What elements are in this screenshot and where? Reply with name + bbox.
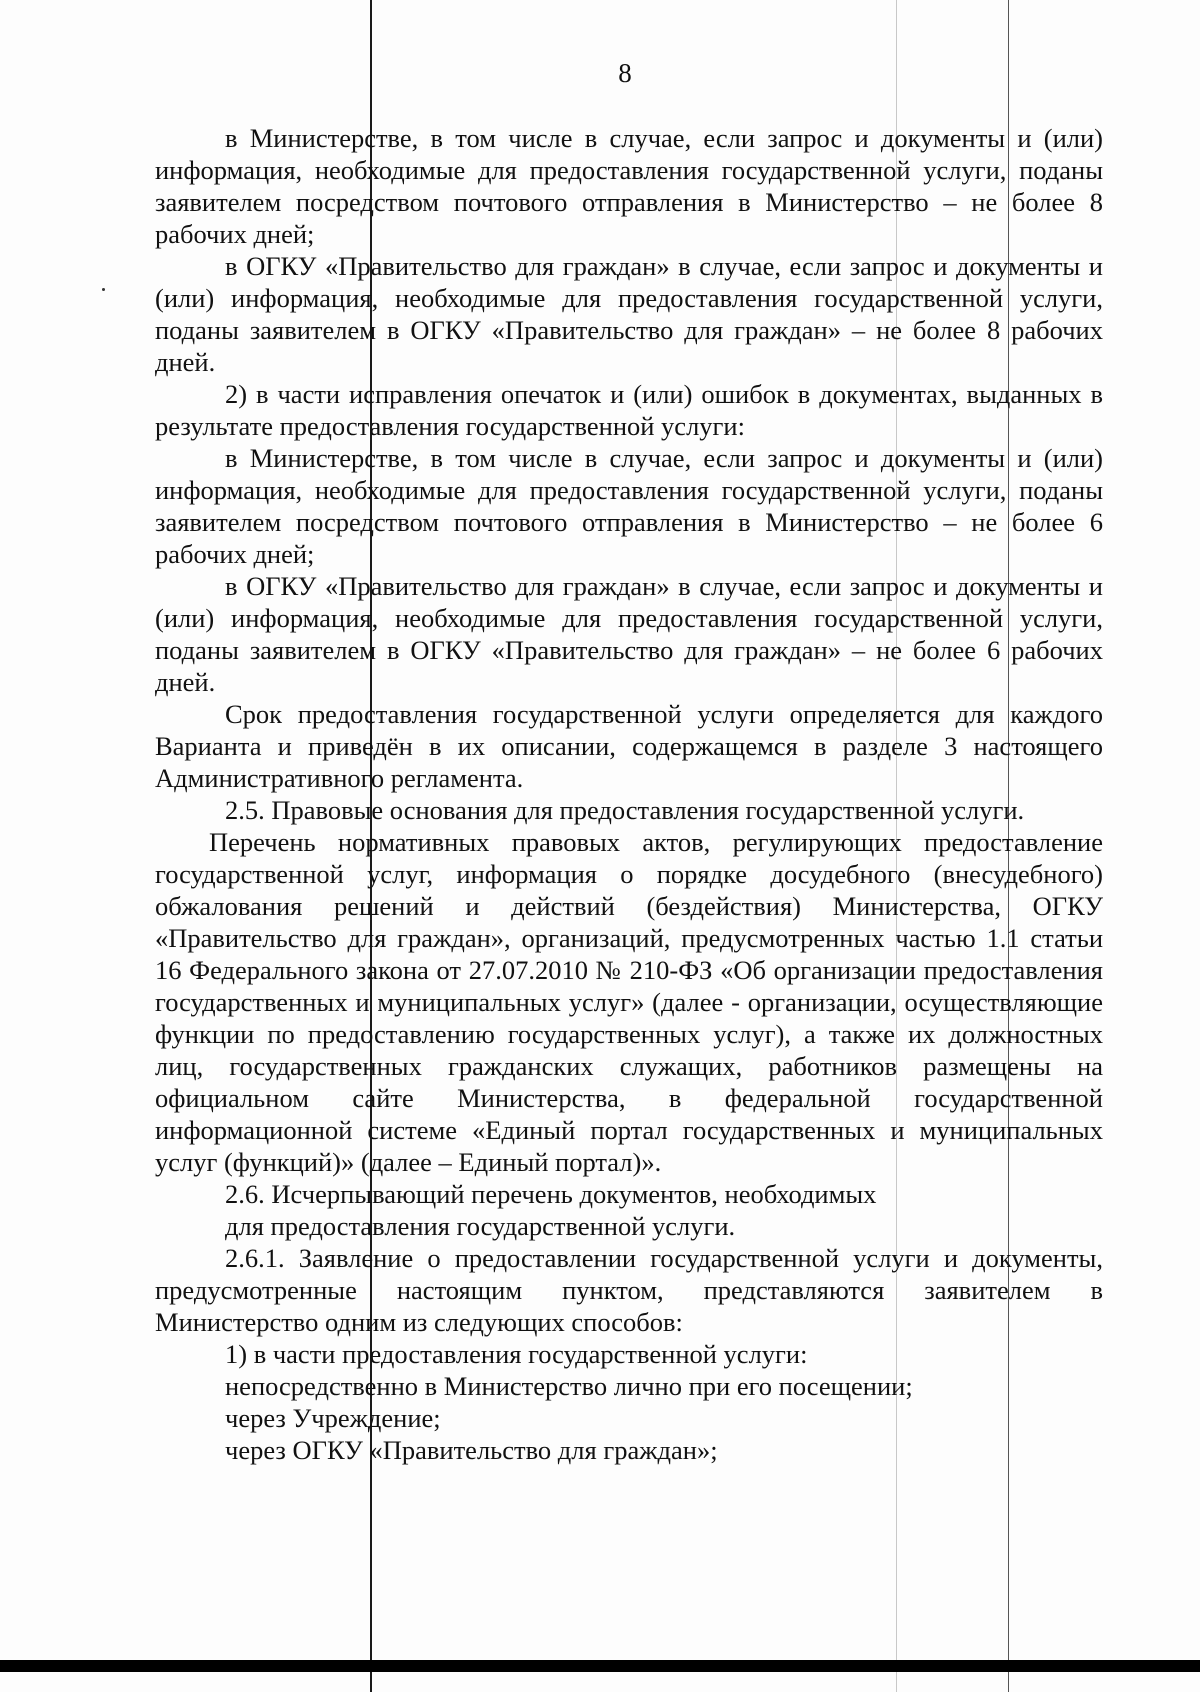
scan-artifact-bottom-bar xyxy=(0,1660,1200,1672)
scan-artifact-dot xyxy=(102,288,105,291)
section-heading-2-6-line1: 2.6. Исчерпывающий перечень документов, необходимых xyxy=(225,1179,877,1209)
paragraph-corrections-heading: 2) в части исправления опечаток и (или) ошибок в документах, выданных в результате предоставления государственной услуги: xyxy=(155,379,1103,441)
list-item-ogku: через ОГКУ «Правительство для граждан»; xyxy=(225,1435,718,1465)
paragraph-service-term: Срок предоставления государственной услуги определяется для каждого Варианта и приведён в их описании, содержащемся в разделе 3 настоящего Административного регламента. xyxy=(155,699,1103,793)
paragraph-ministry-8-days: в Министерстве, в том числе в случае, если запрос и документы и (или) информация, необходимые для предоставления государственной услуги, поданы заявителем посредством почтового отправления в Министерство – не более 8 рабочих дней; xyxy=(155,123,1103,249)
section-heading-2-5: 2.5. Правовые основания для предоставления государственной услуги. xyxy=(225,795,1025,825)
paragraph-ogku-8-days: в ОГКУ «Правительство для граждан» в случае, если запрос и документы и (или) информация, необходимые для предоставления государственной услуги, поданы заявителем в ОГКУ «Правительство для граждан» – не более 8 рабочих дней. xyxy=(155,251,1103,377)
list-item-institution: через Учреждение; xyxy=(225,1403,441,1433)
section-heading-2-6-line2: для предоставления государственной услуги. xyxy=(225,1211,736,1241)
document-body xyxy=(155,122,1103,1466)
paragraph-ministry-6-days: в Министерстве, в том числе в случае, если запрос и документы и (или) информация, необходимые для предоставления государственной услуги, поданы заявителем посредством почтового отправления в Министерство – не более 6 рабочих дней; xyxy=(155,443,1103,569)
paragraph-legal-acts: Перечень нормативных правовых актов, регулирующих предоставление государственной услуг, информация о порядке досудебного (внесудебного) обжалования решений и действий (бездействия) Министерства, ОГКУ «Правительство для граждан», организаций, предусмотренных частью 1.1 статьи 16 Федерального закона от 27.07.2010 № 210-ФЗ «Об организации предоставления государственных и муниципальных услуг» (далее - организации, осуществляющие функции по предоставлению государственных услуг), а также их должностных лиц, государственных гражданских служащих, работников размещены на официальном сайте Министерства, в федеральной государственной информационной системе «Единый портал государственных и муниципальных услуг (функций)» (далее – Единый портал)». xyxy=(155,827,1103,1177)
paragraph-2-6-1: 2.6.1. Заявление о предоставлении государственной услуги и документы, предусмотренные настоящим пунктом, представляются заявителем в Министерство одним из следующих способов: xyxy=(155,1243,1103,1337)
list-item-in-person: непосредственно в Министерство лично при его посещении; xyxy=(225,1371,913,1401)
list-item-heading: 1) в части предоставления государственной услуги: xyxy=(225,1339,808,1369)
page-number: 8 xyxy=(618,58,632,88)
paragraph-ogku-6-days: в ОГКУ «Правительство для граждан» в случае, если запрос и документы и (или) информация, необходимые для предоставления государственной услуги, поданы заявителем в ОГКУ «Правительство для граждан» – не более 6 рабочих дней. xyxy=(155,571,1103,697)
